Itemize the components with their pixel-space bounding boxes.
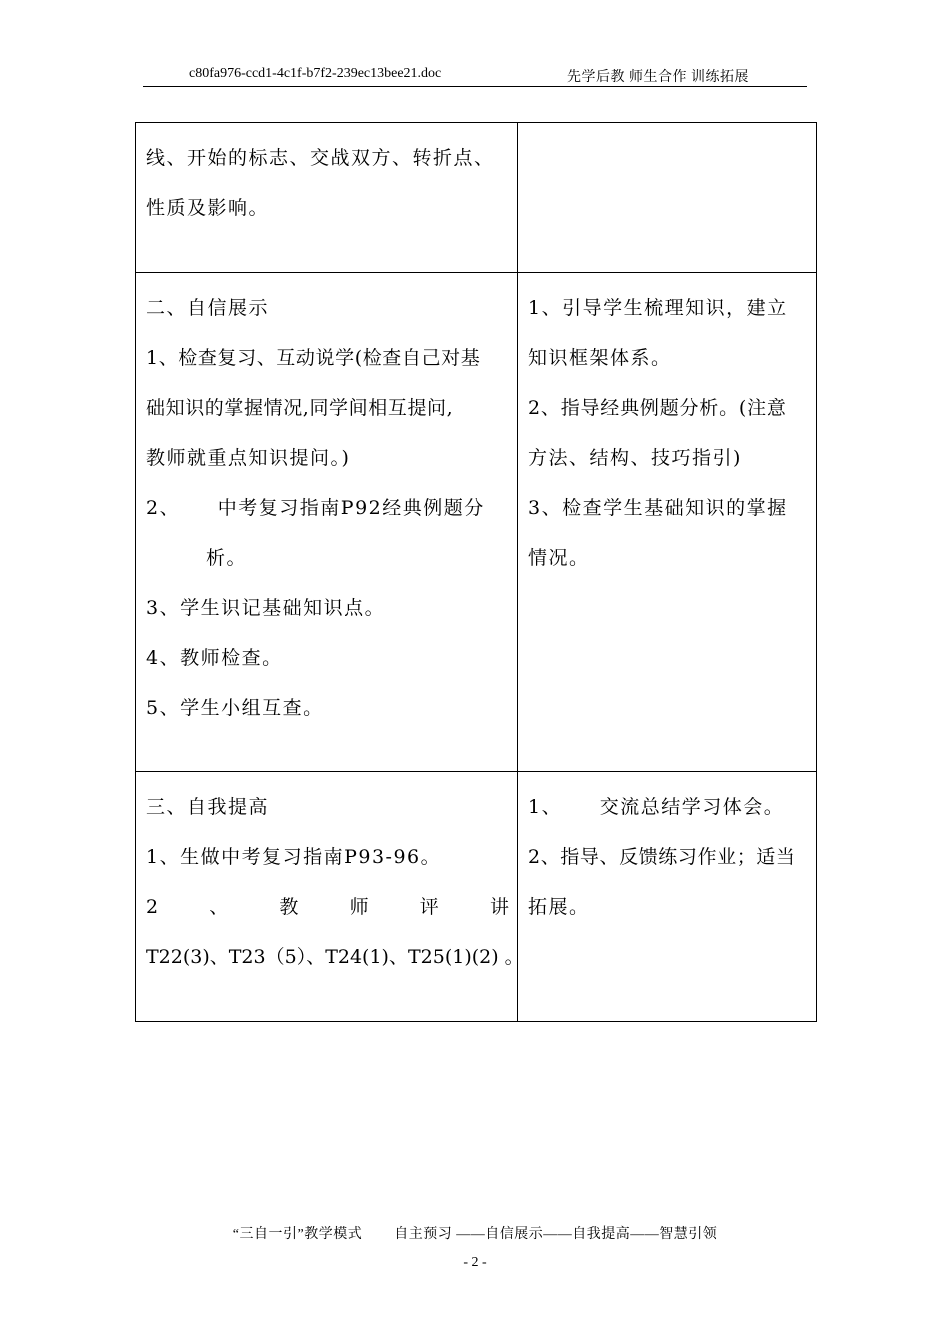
text-line: T22(3)、T23（5）、T24(1)、T25(1)(2) 。 xyxy=(146,946,524,968)
text-line: 2、 中考复习指南P92经典例题分 xyxy=(146,497,485,519)
text-line: 3、学生识记基础知识点。 xyxy=(146,597,386,619)
row1-teacher-cell xyxy=(518,123,817,273)
lesson-table xyxy=(135,122,817,1022)
page-number: - 2 - xyxy=(463,1255,487,1270)
text-line: 1、引导学生梳理知识，建立 xyxy=(528,297,788,319)
text-line: 性质及影响。 xyxy=(146,197,270,219)
row2-student-cell xyxy=(136,273,518,772)
text-line: 3、检查学生基础知识的掌握 xyxy=(528,497,788,519)
text-line: 础知识的掌握情况,同学间相互提问, xyxy=(146,397,454,419)
text-line: 1、 交流总结学习体会。 xyxy=(528,796,785,818)
text-line: 方法、结构、技巧指引) xyxy=(528,447,742,469)
word: 讲 xyxy=(489,896,509,918)
text-line: 情况。 xyxy=(528,547,590,569)
word: 评 xyxy=(419,896,439,918)
text-line: 4、教师检查。 xyxy=(146,647,283,669)
text-line: 析。 xyxy=(206,547,248,569)
text-line: 2、指导、反馈练习作业；适当 xyxy=(528,846,796,868)
row3-teacher-cell xyxy=(518,772,817,1022)
text-line: 线、开始的标志、交战双方、转折点、 xyxy=(146,147,495,169)
text-line: 2、指导经典例题分析。(注意 xyxy=(528,397,787,419)
page-footer: “三自一引”教学模式 自主预习 ——自信展示——自我提高——智慧引领 xyxy=(232,1227,718,1242)
text-line: 1、生做中考复习指南P93-96。 xyxy=(146,846,442,868)
word: 2 xyxy=(146,896,159,918)
row2-teacher-cell xyxy=(518,273,817,772)
row1-student-cell xyxy=(136,123,518,273)
header-motto: 先学后教 师生合作 训练拓展 xyxy=(567,70,749,85)
text-line: 教师就重点知识提问。) xyxy=(146,447,351,469)
document-filename: c80fa976-ccd1-4c1f-b7f2-239ec13bee21.doc xyxy=(189,66,442,81)
table-row xyxy=(136,123,817,273)
text-line: 5、学生小组互查。 xyxy=(146,697,324,719)
word: 、 xyxy=(209,896,229,918)
word: 师 xyxy=(349,896,369,918)
text-line: 拓展。 xyxy=(528,896,590,918)
row3-student-cell xyxy=(136,772,524,1022)
text-line-justified xyxy=(146,882,509,932)
word: 教 xyxy=(279,896,299,918)
table-row xyxy=(136,273,817,772)
section-heading: 二、自信展示 xyxy=(146,297,270,319)
text-line: 知识框架体系。 xyxy=(528,347,672,369)
section-heading: 三、自我提高 xyxy=(146,796,270,818)
page-header xyxy=(143,64,807,87)
text-line: 1、检查复习、互动说学(检查自己对基 xyxy=(146,347,481,369)
table-row xyxy=(136,772,817,1022)
